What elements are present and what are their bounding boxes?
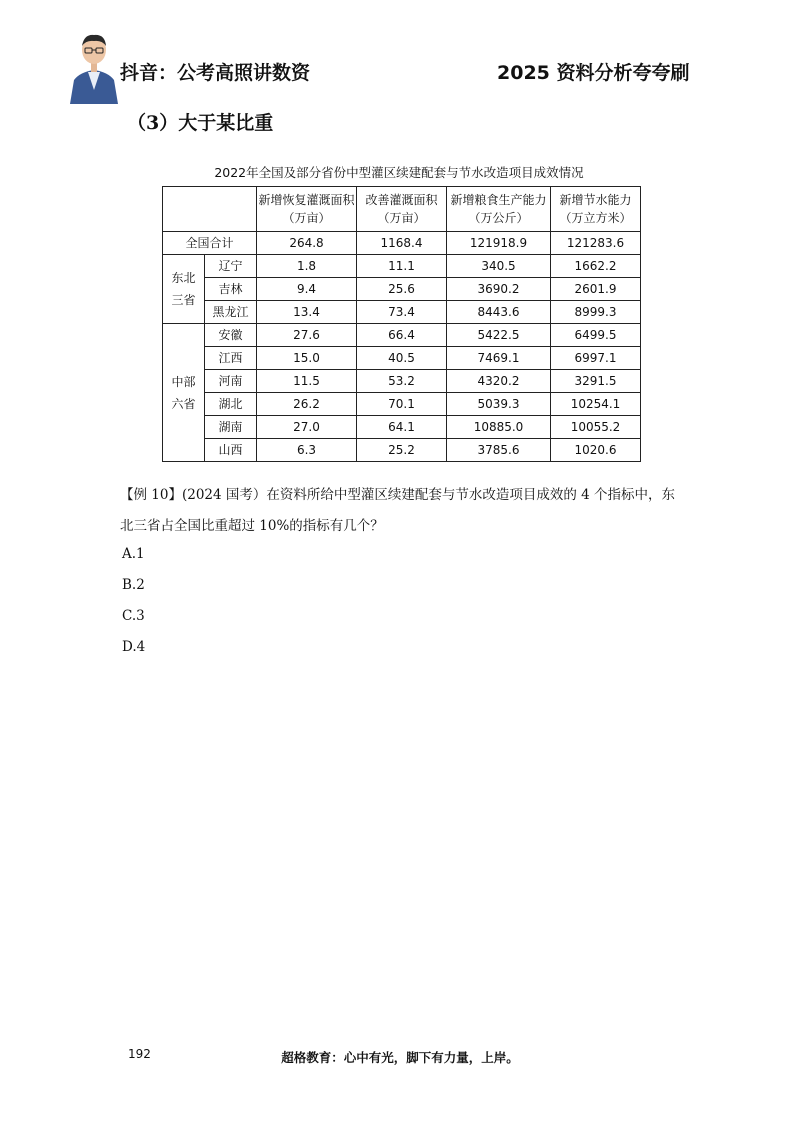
table-cell: 6.3	[257, 439, 357, 462]
table-row	[163, 416, 641, 439]
table-cell: 70.1	[357, 393, 447, 416]
table-cell: 6997.1	[551, 347, 641, 370]
table-cell: 1662.2	[551, 255, 641, 278]
table-cell: 121918.9	[447, 232, 551, 255]
column-header-unit: （万亩）	[282, 211, 331, 225]
table-cell: 5039.3	[447, 393, 551, 416]
table-row	[163, 347, 641, 370]
group-label-line: 中部	[171, 374, 196, 389]
table-cell: 26.2	[257, 393, 357, 416]
group-label	[163, 255, 205, 324]
table-cell: 53.2	[357, 370, 447, 393]
column-header	[447, 187, 551, 232]
column-header	[357, 187, 447, 232]
table-cell: 5422.5	[447, 324, 551, 347]
table-cell: 15.0	[257, 347, 357, 370]
column-header-name: 新增节水能力	[559, 193, 632, 207]
table-cell: 1168.4	[357, 232, 447, 255]
table-cell: 66.4	[357, 324, 447, 347]
footer-slogan: 超格教育：心中有光，脚下有力量，上岸。	[281, 1050, 519, 1065]
table-cell: 13.4	[257, 301, 357, 324]
column-header-unit: （万立方米）	[559, 211, 632, 225]
option-c: C.3	[122, 608, 145, 624]
group-label	[163, 324, 205, 462]
region-name: 安徽	[205, 324, 257, 347]
region-name: 江西	[205, 347, 257, 370]
table-cell: 9.4	[257, 278, 357, 301]
group-label-line: 三省	[171, 293, 196, 307]
column-header-unit: （万公斤）	[468, 211, 529, 225]
data-table	[162, 186, 641, 462]
question-text-line-2: 北三省占全国比重超过 10%的指标有几个？	[120, 518, 384, 534]
table-cell: 11.5	[257, 370, 357, 393]
table-row	[163, 301, 641, 324]
table-cell: 10885.0	[447, 416, 551, 439]
table-cell: 25.2	[357, 439, 447, 462]
region-name: 吉林	[205, 278, 257, 301]
avatar	[66, 30, 122, 104]
group-label-line: 六省	[171, 396, 196, 411]
table-cell: 64.1	[357, 416, 447, 439]
region-name: 河南	[205, 370, 257, 393]
table-cell: 10055.2	[551, 416, 641, 439]
region-name: 山西	[205, 439, 257, 462]
table-header-row	[163, 187, 641, 232]
table-row	[163, 278, 641, 301]
table-cell: 11.1	[357, 255, 447, 278]
option-b: B.2	[122, 577, 145, 593]
table-cell: 6499.5	[551, 324, 641, 347]
region-name: 湖北	[205, 393, 257, 416]
column-header-name: 改善灌溉面积	[365, 193, 438, 207]
table-cell: 8443.6	[447, 301, 551, 324]
table-row	[163, 255, 641, 278]
table-cell: 8999.3	[551, 301, 641, 324]
table-cell: 2601.9	[551, 278, 641, 301]
option-a: A.1	[122, 546, 145, 562]
column-header-unit: （万亩）	[377, 211, 426, 225]
option-d: D.4	[122, 639, 146, 655]
table-cell: 264.8	[257, 232, 357, 255]
table-cell: 3785.6	[447, 439, 551, 462]
table-caption: 2022年全国及部分省份中型灌区续建配套与节水改造项目成效情况	[214, 165, 584, 180]
region-name: 湖南	[205, 416, 257, 439]
column-header-name: 新增粮食生产能力	[450, 193, 547, 207]
table-cell: 10254.1	[551, 393, 641, 416]
table-cell: 121283.6	[551, 232, 641, 255]
table-cell: 1020.6	[551, 439, 641, 462]
column-header-name: 新增恢复灌溉面积	[258, 193, 355, 207]
region-name: 辽宁	[205, 255, 257, 278]
table-row	[163, 439, 641, 462]
page-number: 192	[128, 1047, 151, 1061]
total-label: 全国合计	[163, 232, 257, 255]
table-cell: 25.6	[357, 278, 447, 301]
table-corner-cell	[163, 187, 257, 232]
table-cell: 3291.5	[551, 370, 641, 393]
table-cell: 27.0	[257, 416, 357, 439]
table-row	[163, 393, 641, 416]
table-cell: 73.4	[357, 301, 447, 324]
table-cell: 27.6	[257, 324, 357, 347]
table-row	[163, 324, 641, 347]
section-title: （3）大于某比重	[127, 112, 274, 134]
header-title-right: 2025 资料分析夸夸刷	[497, 62, 690, 84]
region-name: 黑龙江	[205, 301, 257, 324]
header-title-left: 抖音：公考高照讲数资	[120, 62, 311, 84]
column-header	[257, 187, 357, 232]
group-label-line: 东北	[171, 271, 196, 285]
table-cell: 340.5	[447, 255, 551, 278]
table-cell: 40.5	[357, 347, 447, 370]
column-header	[551, 187, 641, 232]
table-cell: 7469.1	[447, 347, 551, 370]
question-text-line-1: 【例 10】(2024 国考）在资料所给中型灌区续建配套与节水改造项目成效的 4 个指标中，东	[120, 487, 676, 503]
table-row	[163, 370, 641, 393]
table-cell: 1.8	[257, 255, 357, 278]
table-cell: 3690.2	[447, 278, 551, 301]
table-cell: 4320.2	[447, 370, 551, 393]
table-total-row	[163, 232, 641, 255]
